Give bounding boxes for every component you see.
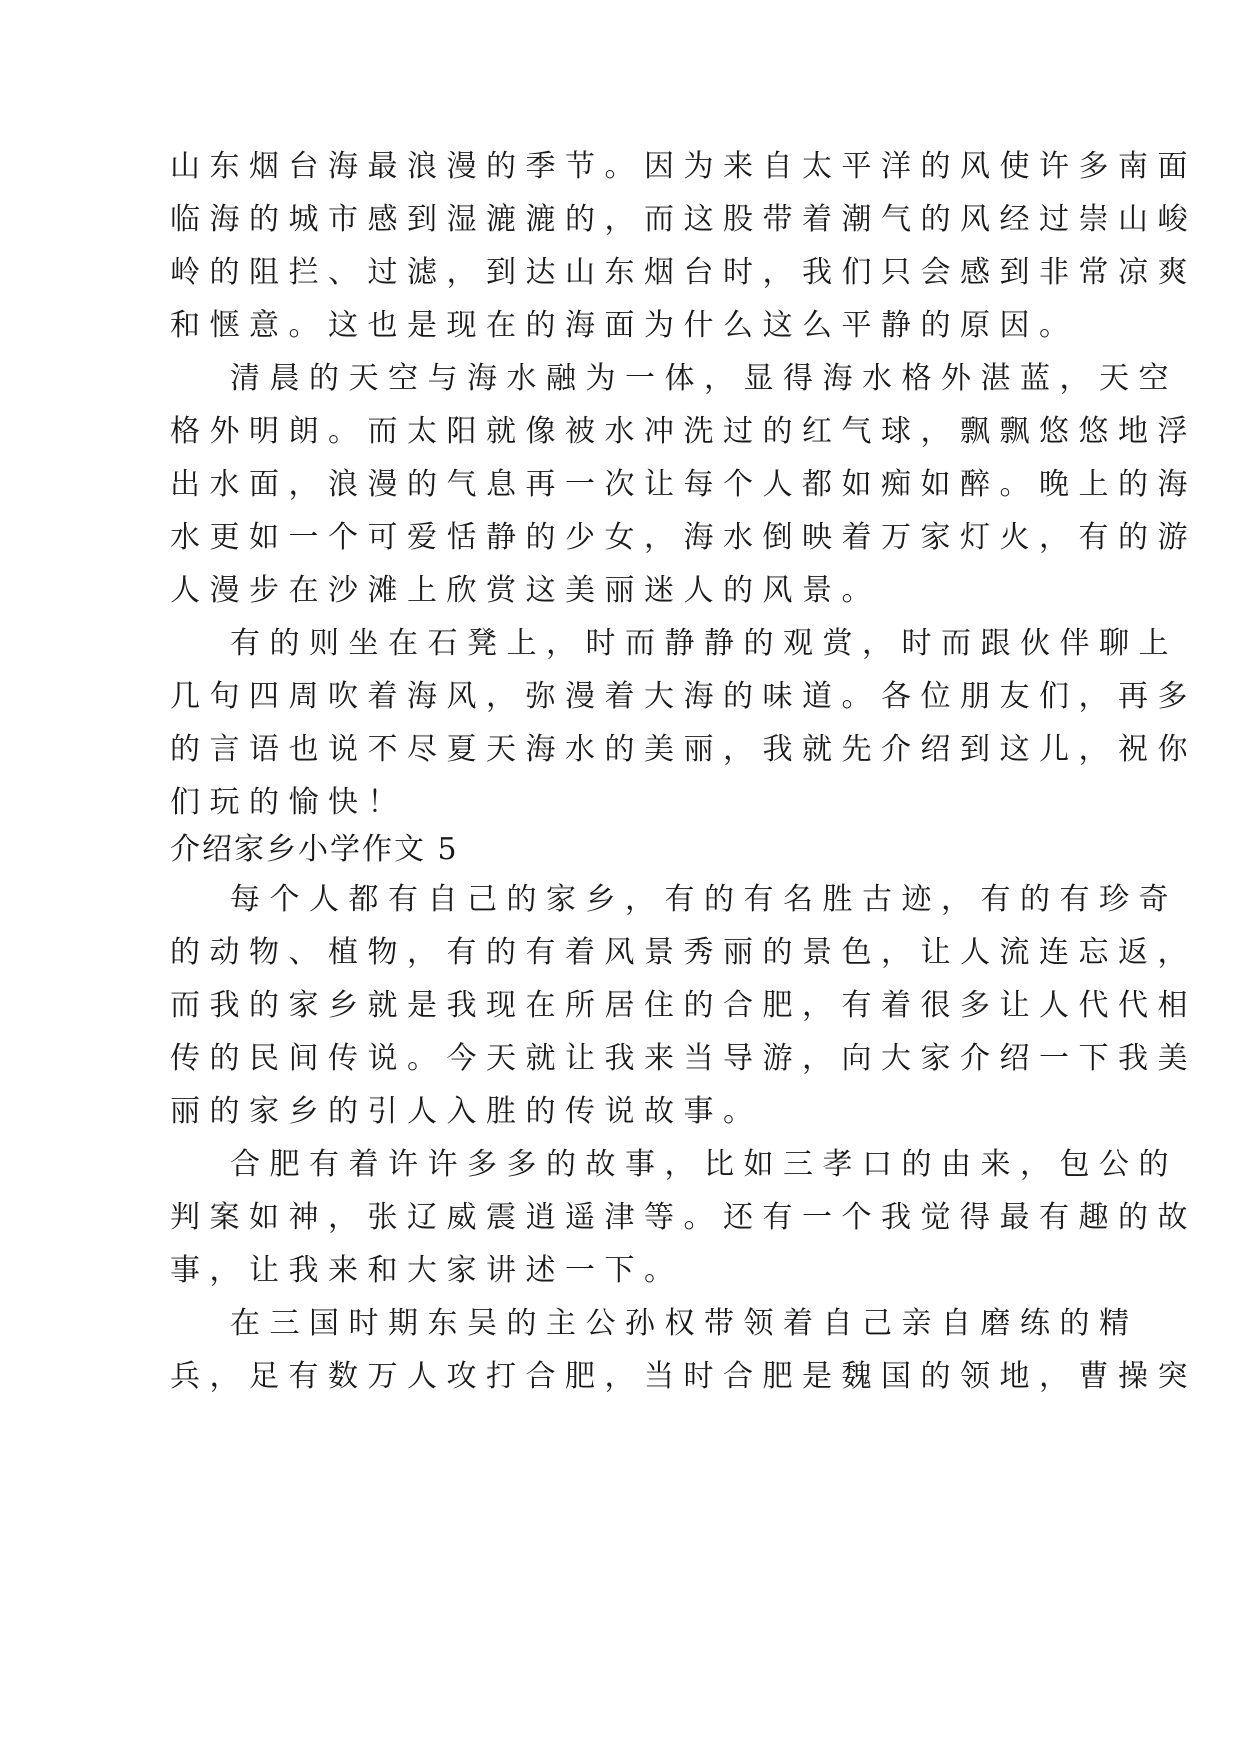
text-line: 而我的家乡就是我现在所居住的合肥，有着很多让人代代相 <box>170 988 1197 1023</box>
section-heading: 介绍家乡小学作文 5 <box>170 832 459 867</box>
text-line: 的言语也说不尽夏天海水的美丽，我就先介绍到这儿，祝你 <box>170 732 1197 767</box>
text-line: 们玩的愉快！ <box>170 785 407 820</box>
paragraph-first-line: 每个人都有自己的家乡，有的有名胜古迹，有的有珍奇 <box>230 882 1178 917</box>
text-line: 出水面，浪漫的气息再一次让每个人都如痴如醉。晚上的海 <box>170 467 1197 502</box>
text-line: 和惬意。这也是现在的海面为什么这么平静的原因。 <box>170 308 1079 343</box>
text-line: 判案如神，张辽威震逍遥津等。还有一个我觉得最有趣的故 <box>170 1200 1197 1235</box>
text-line: 传的民间传说。今天就让我来当导游，向大家介绍一下我美 <box>170 1041 1197 1076</box>
text-line: 山东烟台海最浪漫的季节。因为来自太平洋的风使许多南面 <box>170 149 1197 184</box>
paragraph-first-line: 清晨的天空与海水融为一体，显得海水格外湛蓝，天空 <box>230 361 1178 396</box>
paragraph-first-line: 合肥有着许许多多的故事，比如三孝口的由来，包公的 <box>230 1147 1178 1182</box>
text-line: 格外明朗。而太阳就像被水冲洗过的红气球，飘飘悠悠地浮 <box>170 414 1197 449</box>
text-line: 人漫步在沙滩上欣赏这美丽迷人的风景。 <box>170 573 881 608</box>
text-line: 事，让我来和大家讲述一下。 <box>170 1253 684 1288</box>
text-line: 岭的阻拦、过滤，到达山东烟台时，我们只会感到非常凉爽 <box>170 255 1197 290</box>
text-line: 兵，足有数万人攻打合肥，当时合肥是魏国的领地，曹操突 <box>170 1359 1197 1394</box>
text-line: 几句四周吹着海风，弥漫着大海的味道。各位朋友们，再多 <box>170 679 1197 714</box>
text-line: 临海的城市感到湿漉漉的，而这股带着潮气的风经过崇山峻 <box>170 202 1197 237</box>
paragraph-first-line: 在三国时期东吴的主公孙权带领着自己亲自磨练的精 <box>230 1306 1139 1341</box>
text-line: 的动物、植物，有的有着风景秀丽的景色，让人流连忘返， <box>170 935 1197 970</box>
paragraph-first-line: 有的则坐在石凳上，时而静静的观赏，时而跟伙伴聊上 <box>230 626 1178 661</box>
text-line: 水更如一个可爱恬静的少女，海水倒映着万家灯火，有的游 <box>170 520 1197 555</box>
text-line: 丽的家乡的引人入胜的传说故事。 <box>170 1094 763 1129</box>
